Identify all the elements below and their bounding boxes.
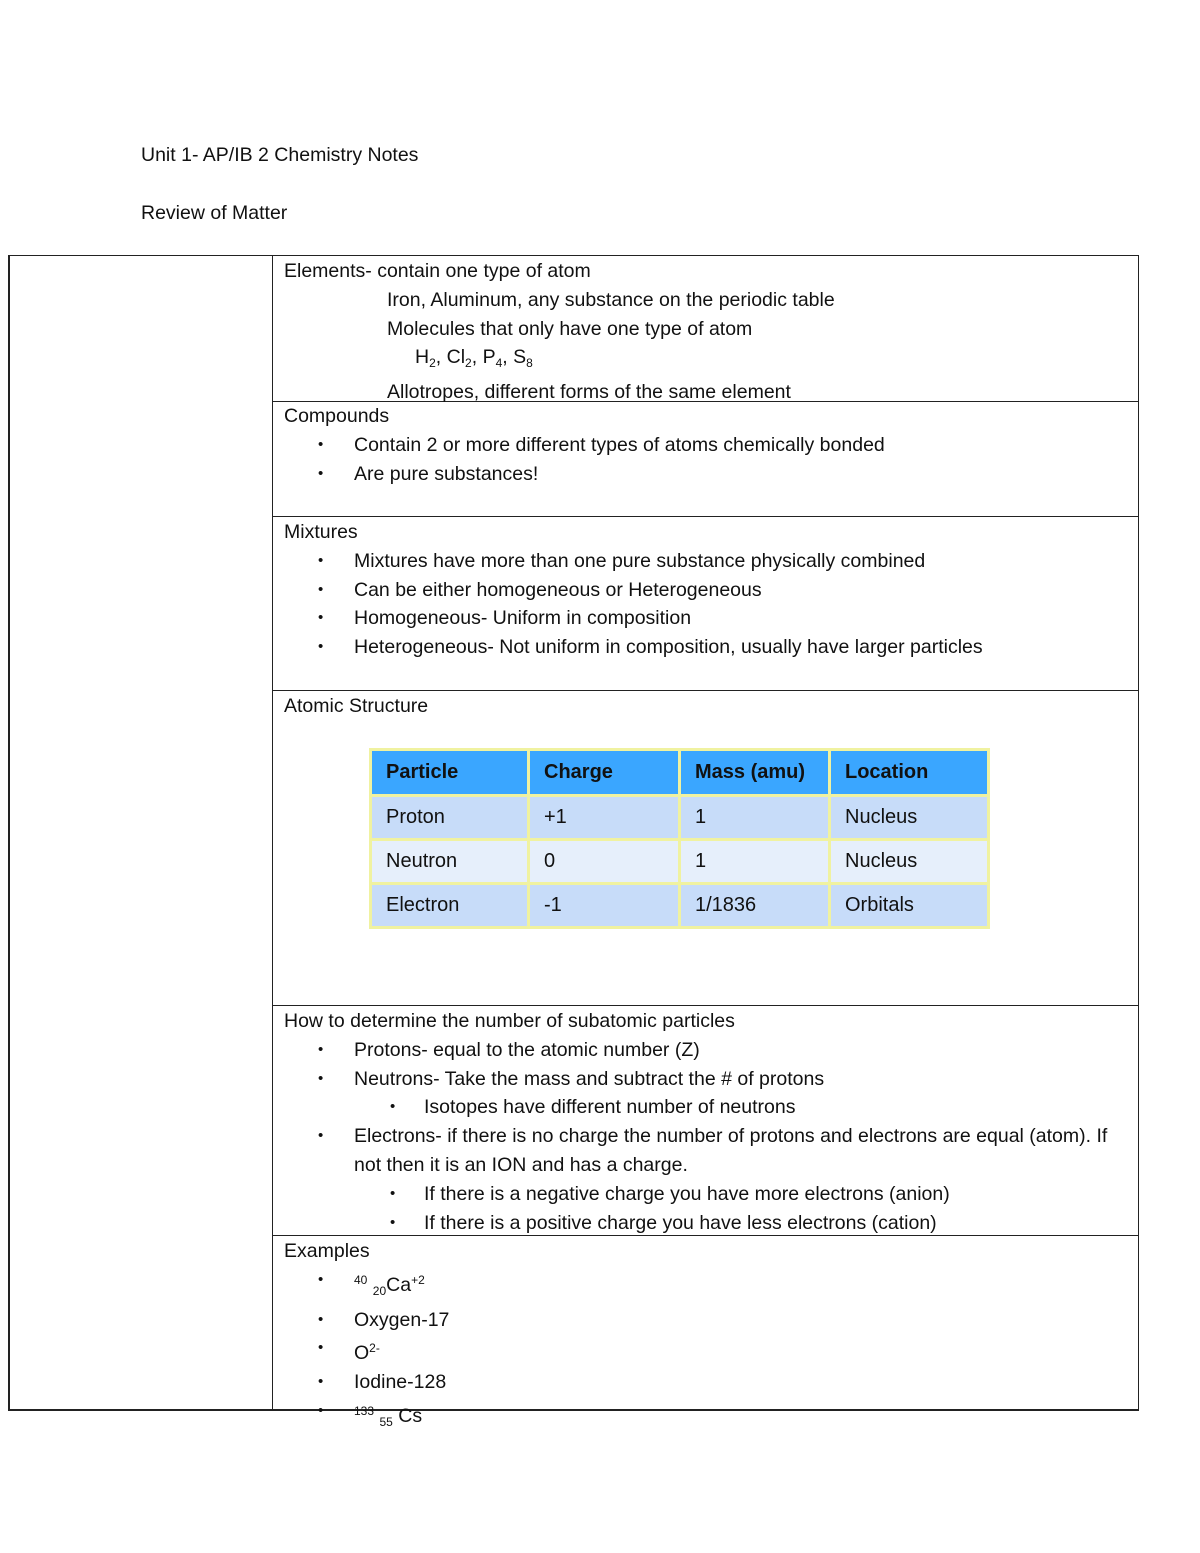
list-item: • $^{133}$ $_{55}$ Cs <box>284 1397 1124 1437</box>
list-item: • Are pure substances! <box>284 460 1124 489</box>
table-cell: Electron <box>371 884 529 928</box>
compounds-section <box>284 402 1124 488</box>
list-item: • Isotopes have different number of neutrons <box>284 1093 1134 1122</box>
row-divider <box>272 1005 1139 1006</box>
list-item: • Oxygen-17 <box>284 1306 1124 1335</box>
list-item: • $O^{2-}$ <box>284 1334 1124 1368</box>
table-cell: 1 <box>680 796 830 840</box>
table-cell: Nucleus <box>830 796 989 840</box>
table-cell: -1 <box>529 884 680 928</box>
table-row <box>371 884 989 928</box>
particle-table <box>369 748 990 929</box>
list-item: • If there is a positive charge you have less electrons (cation) <box>284 1209 1134 1238</box>
column-header: Location <box>830 750 989 796</box>
table-row <box>371 796 989 840</box>
atomic-heading: Atomic Structure <box>284 695 429 717</box>
column-header: Mass (amu) <box>680 750 830 796</box>
subatomic-heading: How to determine the number of subatomic particles <box>284 1010 735 1032</box>
elements-line: Allotropes, different forms of the same element <box>387 381 791 404</box>
elements-line: Iron, Aluminum, any substance on the periodic table <box>387 288 835 311</box>
page-subtitle: Review of Matter <box>141 202 288 224</box>
list-item: • Mixtures have more than one pure substance physically combined <box>284 547 1124 576</box>
list-item: • $^{40}$ $_{20}Ca^{+2}$ <box>284 1266 1124 1306</box>
table-cell: Orbitals <box>830 884 989 928</box>
elements-section <box>284 257 1124 407</box>
list-item: • Iodine-128 <box>284 1368 1124 1397</box>
subatomic-section <box>284 1007 1134 1237</box>
table-cell: 1/1836 <box>680 884 830 928</box>
atomic-section <box>284 692 1124 721</box>
examples-heading: Examples <box>284 1240 370 1262</box>
column-header: Particle <box>371 750 529 796</box>
column-divider <box>272 255 273 1411</box>
list-item: • Neutrons- Take the mass and subtract the # of protons <box>284 1065 1134 1094</box>
list-item: • Contain 2 or more different types of atoms chemically bonded <box>284 431 1124 460</box>
elements-formula: $H_2$, $Cl_2$, $P_4$, $S_8$ <box>415 346 533 371</box>
table-cell: Neutron <box>371 840 529 884</box>
table-cell: Proton <box>371 796 529 840</box>
list-item: • Protons- equal to the atomic number (Z) <box>284 1036 1134 1065</box>
table-cell: +1 <box>529 796 680 840</box>
row-divider <box>272 690 1139 691</box>
mixtures-heading: Mixtures <box>284 521 358 543</box>
compounds-heading: Compounds <box>284 405 390 427</box>
column-header: Charge <box>529 750 680 796</box>
table-cell: 0 <box>529 840 680 884</box>
examples-section <box>284 1237 1124 1437</box>
mixtures-section <box>284 518 1124 662</box>
list-item: • If there is a negative charge you have more electrons (anion) <box>284 1180 1134 1209</box>
list-item: • Heterogeneous- Not uniform in composition, usually have larger particles <box>284 633 1124 662</box>
list-item: • Homogeneous- Uniform in composition <box>284 604 1124 633</box>
page-title: Unit 1- AP/IB 2 Chemistry Notes <box>141 144 419 166</box>
table-row <box>371 840 989 884</box>
row-divider <box>272 516 1139 517</box>
table-cell: Nucleus <box>830 840 989 884</box>
elements-heading: Elements- contain one type of atom <box>284 260 591 282</box>
elements-line: Molecules that only have one type of atom <box>387 317 753 340</box>
list-item: • Can be either homogeneous or Heterogeneous <box>284 576 1124 605</box>
list-item: • Electrons- if there is no charge the number of protons and electrons are equal (atom). If not then it is an ION and has a charge. <box>284 1122 1134 1180</box>
table-cell: 1 <box>680 840 830 884</box>
